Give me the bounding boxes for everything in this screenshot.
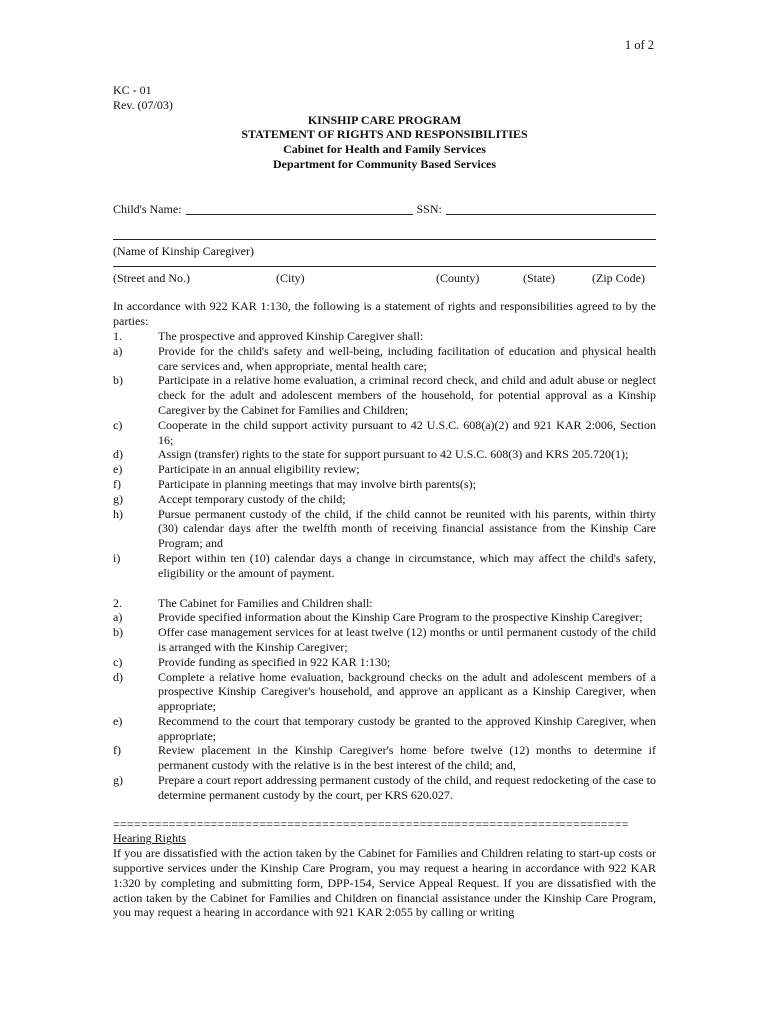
city-caption: (City) bbox=[276, 270, 305, 285]
equals-divider: ========================================================================== bbox=[113, 816, 629, 831]
page-number: 1 of 2 bbox=[624, 38, 654, 52]
item-text: Pursue permanent custody of the child, if the child cannot be reunited with his parents, within thirty (30) calendar days after the twelfth month of receiving financial assistance from the Kinship Care Program; and bbox=[158, 506, 656, 551]
item-text: Participate in a relative home evaluation, a criminal record check, and child and adult abuse or neglect check for the adult and adolescent members of the household, for potential approval as a Kinship Caregiver by the Cabinet for Families and Children; bbox=[158, 373, 656, 417]
address-captions bbox=[113, 271, 656, 286]
item-marker: d) bbox=[113, 669, 123, 684]
section-caregiver-duties bbox=[113, 329, 656, 581]
address-field[interactable] bbox=[113, 266, 656, 267]
list-item bbox=[113, 492, 656, 507]
item-text: Cooperate in the child support activity pursuant to 42 U.S.C. 608(a)(2) and 921 KAR 2:006, Section 16; bbox=[158, 417, 656, 447]
zip-caption: (Zip Code) bbox=[592, 270, 645, 285]
ssn-field[interactable] bbox=[446, 202, 656, 215]
item-text: Provide funding as specified in 922 KAR 1:130; bbox=[158, 654, 391, 669]
list-item bbox=[113, 655, 656, 670]
caregiver-name-caption: (Name of Kinship Caregiver) bbox=[113, 243, 254, 258]
item-marker: g) bbox=[113, 491, 123, 506]
item-marker: d) bbox=[113, 447, 123, 462]
section-title: The prospective and approved Kinship Caregiver shall: bbox=[158, 328, 424, 343]
state-caption: (State) bbox=[523, 270, 555, 285]
street-caption: (Street and No.) bbox=[113, 270, 190, 285]
list-item bbox=[113, 373, 656, 417]
section-heading bbox=[113, 329, 656, 344]
form-code: KC - 01 bbox=[113, 83, 152, 97]
list-item bbox=[113, 714, 656, 744]
list-item bbox=[113, 610, 656, 625]
hearing-rights-section bbox=[113, 831, 656, 920]
document-headings bbox=[113, 113, 656, 172]
item-marker: a) bbox=[113, 610, 123, 625]
statement-title: STATEMENT OF RIGHTS AND RESPONSIBILITIES bbox=[241, 127, 528, 142]
intro-paragraph: In accordance with 922 KAR 1:130, the following is a statement of rights and responsibilities agreed to by the parties: bbox=[113, 299, 656, 329]
list-item bbox=[113, 418, 656, 448]
item-text: Accept temporary custody of the child; bbox=[158, 491, 346, 506]
item-text: Participate in planning meetings that may involve birth parents(s); bbox=[158, 476, 476, 491]
item-text: Prepare a court report addressing permanent custody of the child, and request redocketing of the case to determine permanent custody by the court, per KRS 620.027. bbox=[158, 773, 656, 802]
list-item bbox=[113, 625, 656, 655]
item-text: Provide specified information about the Kinship Care Program to the prospective Kinship Caregiver; bbox=[158, 610, 643, 625]
item-marker: g) bbox=[113, 773, 123, 788]
item-marker: e) bbox=[113, 462, 123, 477]
form-meta bbox=[113, 83, 656, 113]
list-item bbox=[113, 507, 656, 551]
hearing-rights-title: Hearing Rights bbox=[113, 831, 186, 846]
item-marker: c) bbox=[113, 417, 123, 432]
list-item bbox=[113, 743, 656, 773]
list-item bbox=[113, 477, 656, 492]
document-body bbox=[113, 83, 656, 920]
list-item bbox=[113, 551, 656, 581]
section-marker: 2. bbox=[113, 595, 122, 610]
item-text: Review placement in the Kinship Caregiver's home before twelve (12) months to determine if permanent custody with the relative is in the best interest of the child; and, bbox=[158, 743, 656, 773]
item-marker: i) bbox=[113, 550, 121, 565]
list-item bbox=[113, 773, 656, 803]
item-marker: a) bbox=[113, 343, 123, 358]
item-text: Offer case management services for at least twelve (12) months or until permanent custody of the child is arranged with the Kinship Caregiver; bbox=[158, 625, 656, 654]
item-marker: b) bbox=[113, 373, 123, 388]
item-marker: f) bbox=[113, 476, 121, 491]
hearing-rights-body: If you are dissatisfied with the action taken by the Cabinet for Families and Children relating to start-up costs or supportive services under the Kinship Care Program, you may request a hearing in accordance with 922 KAR 1:320 by completing and submitting form, DPP-154, Service Appeal Request. If you are dissatisfied with the action taken by the Cabinet for Families and Children on financial assistance under the Kinship Care Program, you may request a hearing in accordance with 921 KAR 2:055 by calling or writing bbox=[113, 846, 656, 920]
form-revision: Rev. (07/03) bbox=[113, 97, 173, 112]
item-marker: c) bbox=[113, 654, 123, 669]
item-marker: h) bbox=[113, 506, 123, 521]
section-title: The Cabinet for Families and Children shall: bbox=[158, 595, 373, 610]
child-info-row bbox=[113, 202, 656, 217]
caregiver-name-block bbox=[113, 239, 656, 259]
child-name-field[interactable] bbox=[186, 202, 413, 215]
list-item bbox=[113, 670, 656, 714]
item-text: Participate in an annual eligibility review; bbox=[158, 462, 360, 477]
list-item bbox=[113, 447, 656, 462]
ssn-label: SSN: bbox=[416, 201, 442, 216]
item-text: Recommend to the court that temporary custody be granted to the approved Kinship Caregiver, when appropriate; bbox=[158, 713, 656, 743]
county-caption: (County) bbox=[436, 270, 480, 285]
item-text: Provide for the child's safety and well-being, including facilitation of education and physical health care services and, when appropriate, mental health care; bbox=[158, 343, 656, 373]
section-cabinet-duties bbox=[113, 596, 656, 803]
child-name-label: Child's Name: bbox=[113, 201, 182, 216]
program-title: KINSHIP CARE PROGRAM bbox=[307, 112, 462, 127]
address-block bbox=[113, 266, 656, 286]
section-marker: 1. bbox=[113, 328, 122, 343]
item-marker: f) bbox=[113, 743, 121, 758]
caregiver-name-field[interactable] bbox=[113, 239, 656, 240]
item-marker: e) bbox=[113, 713, 123, 728]
list-item bbox=[113, 462, 656, 477]
cabinet-name: Cabinet for Health and Family Services bbox=[283, 142, 486, 157]
item-text: Complete a relative home evaluation, background checks on the adult and adolescent members of a prospective Kinship Caregiver's household, and approve an applicant as a Kinship Caregiver, when appropriate; bbox=[158, 669, 656, 714]
list-item bbox=[113, 344, 656, 374]
section-heading bbox=[113, 596, 656, 611]
item-text: Assign (transfer) rights to the state for support pursuant to 42 U.S.C. 608(3) and KRS 205.720(1); bbox=[158, 447, 629, 462]
item-marker: b) bbox=[113, 625, 123, 640]
department-name: Department for Community Based Services bbox=[272, 156, 497, 171]
item-text: Report within ten (10) calendar days a change in circumstance, which may affect the child's safety, eligibility or the amount of payment. bbox=[158, 550, 656, 580]
